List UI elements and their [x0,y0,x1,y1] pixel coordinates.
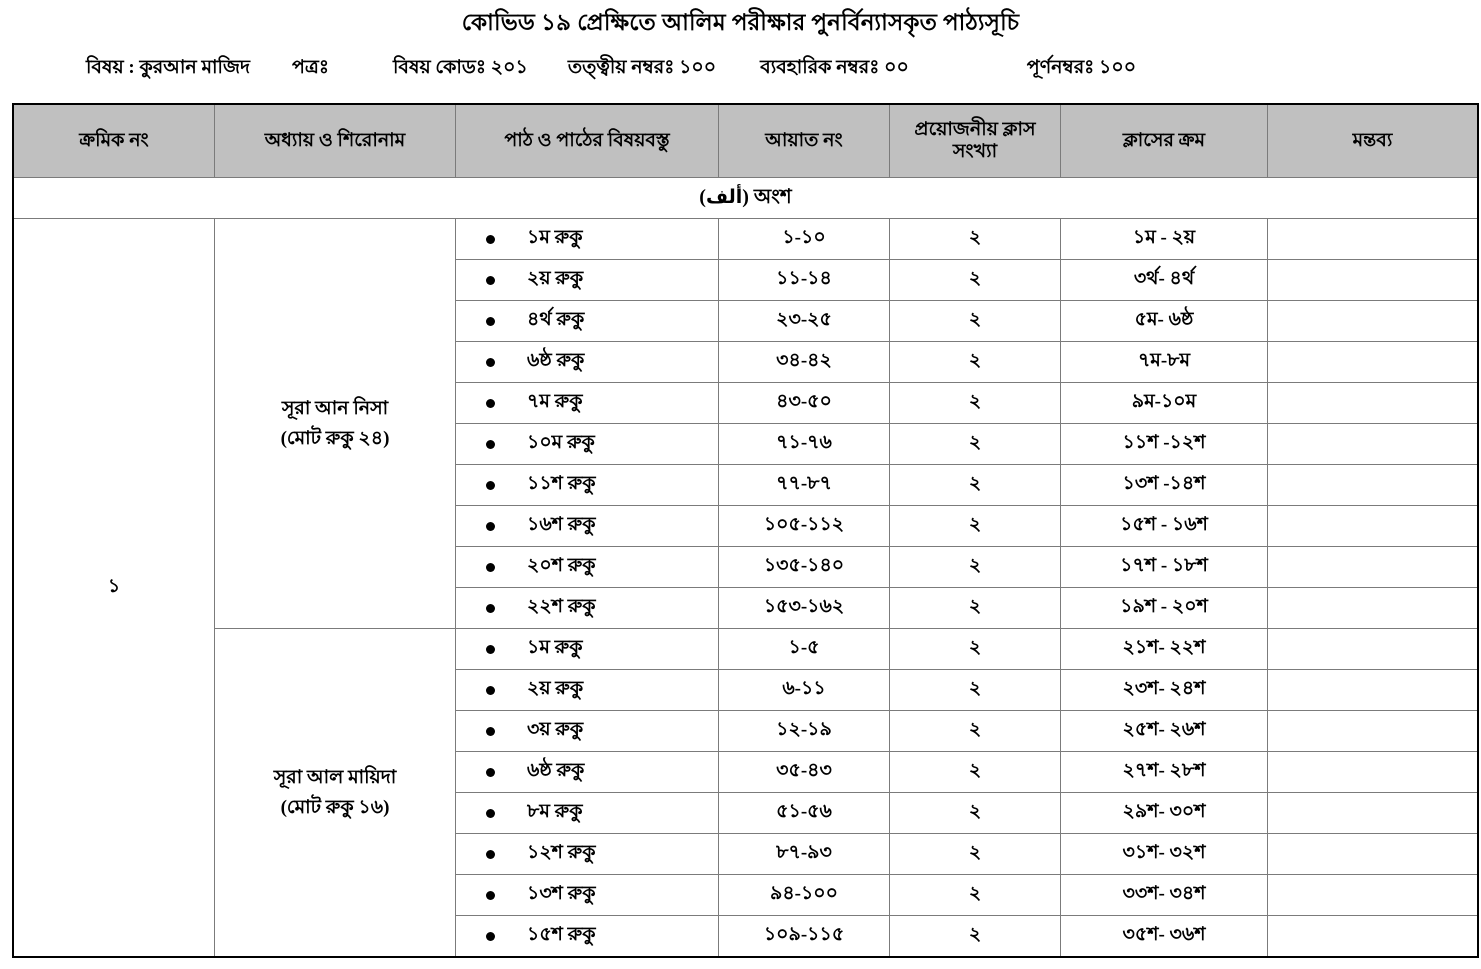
cell-class-count: ২ [890,670,1061,711]
cell-class-order: ১৭শ - ১৮শ [1061,547,1268,588]
document-meta [86,35,1453,85]
cell-class-order: ১১শ -১২শ [1061,424,1268,465]
cell-ayat: ৭১-৭৬ [719,424,890,465]
cell-class-order: ১৫শ - ১৬শ [1061,506,1268,547]
lesson-label: ১ম রুকু [527,227,583,249]
lesson-label: ৭ম রুকু [527,391,583,413]
table-row [13,219,1478,260]
cell-class-count: ২ [890,219,1061,260]
cell-class-order: ১৩শ -১৪শ [1061,465,1268,506]
cell-ayat: ১০৫-১১২ [719,506,890,547]
cell-remark [1268,670,1479,711]
lesson-label: ৮ম রুকু [527,801,583,823]
cell-remark [1268,260,1479,301]
chapter-ruku-total: (মোট রুকু ১৬) [280,796,390,818]
meta-paper: পত্রঃ [291,57,329,79]
cell-ayat: ৪৩-৫০ [719,383,890,424]
cell-class-count: ২ [890,834,1061,875]
meta-subject-code: বিষয় কোডঃ ২০১ [392,57,528,79]
cell-lesson [456,465,719,506]
cell-class-count: ২ [890,916,1061,958]
cell-lesson [456,424,719,465]
cell-lesson [456,342,719,383]
lesson-label: ১০ম রুকু [527,432,595,454]
cell-lesson [456,301,719,342]
lesson-label: ২০শ রুকু [527,555,596,577]
chapter-ruku-total: (মোট রুকু ২৪) [280,427,390,449]
cell-remark [1268,834,1479,875]
meta-total-marks: পূর্ণনম্বরঃ ১০০ [1026,57,1137,79]
chapter-name: সূরা আন নিসা [281,398,389,420]
cell-class-order: ৩র্থ- ৪র্থ [1061,260,1268,301]
bullet-icon [486,645,495,654]
bullet-icon [486,768,495,777]
lesson-label: ২য় রুকু [527,678,584,700]
lesson-label: ১১শ রুকু [527,473,596,495]
cell-remark [1268,219,1479,260]
cell-lesson [456,793,719,834]
bullet-icon [486,235,495,244]
section-arabic-label: ألف [705,185,743,208]
cell-remark [1268,383,1479,424]
lesson-label: ১৬শ রুকু [527,514,596,536]
column-header-lesson: পাঠ ও পাঠের বিষয়বস্তু [456,104,719,178]
cell-ayat: ৯৪-১০০ [719,875,890,916]
cell-ayat: ৬-১১ [719,670,890,711]
lesson-label: ১ম রুকু [527,637,583,659]
cell-class-count: ২ [890,711,1061,752]
cell-class-order: ৭ম-৮ম [1061,342,1268,383]
cell-remark [1268,547,1479,588]
lesson-label: ২য় রুকু [527,268,584,290]
cell-lesson [456,547,719,588]
lesson-label: ৬ষ্ঠ রুকু [527,760,585,782]
cell-lesson [456,629,719,670]
cell-remark [1268,752,1479,793]
cell-lesson [456,260,719,301]
lesson-label: ১৩শ রুকু [527,883,596,905]
column-header-class-order: ক্লাসের ক্রম [1061,104,1268,178]
lesson-label: ৪র্থ রুকু [527,309,585,331]
bullet-icon [486,563,495,572]
section-banner-row [13,178,1478,219]
cell-class-count: ২ [890,547,1061,588]
lesson-label: ১২শ রুকু [527,842,596,864]
cell-class-order: ৯ম-১০ম [1061,383,1268,424]
cell-remark [1268,342,1479,383]
cell-class-count: ২ [890,752,1061,793]
cell-class-order: ৫ম- ৬ষ্ঠ [1061,301,1268,342]
meta-theory-marks: তত্ত্বীয় নম্বরঃ ১০০ [567,57,717,79]
cell-lesson [456,219,719,260]
cell-lesson [456,916,719,958]
cell-lesson [456,506,719,547]
serial-number: ১ [107,575,121,597]
page-title: কোভিড ১৯ প্রেক্ষিতে আলিম পরীক্ষার পুনর্বিন্যাসকৃত পাঠ্যসূচি [461,10,1020,35]
cell-class-order: ৩১শ- ৩২শ [1061,834,1268,875]
cell-chapter [215,629,456,958]
cell-ayat: ১-৫ [719,629,890,670]
cell-lesson [456,752,719,793]
cell-lesson [456,670,719,711]
cell-ayat: ১২-১৯ [719,711,890,752]
cell-class-count: ২ [890,260,1061,301]
cell-lesson [456,834,719,875]
cell-class-count: ২ [890,342,1061,383]
syllabus-table [12,103,1479,958]
cell-ayat: ১-১০ [719,219,890,260]
cell-class-count: ২ [890,629,1061,670]
cell-ayat: ৩৪-৪২ [719,342,890,383]
meta-practical-marks: ব্যবহারিক নম্বরঃ ০০ [760,57,909,79]
bullet-icon [486,891,495,900]
cell-class-count: ২ [890,301,1061,342]
cell-class-count: ২ [890,424,1061,465]
lesson-label: ১৫শ রুকু [527,924,596,946]
bullet-icon [486,932,495,941]
cell-ayat: ৭৭-৮৭ [719,465,890,506]
column-header-class-count: প্রয়োজনীয় ক্লাস সংখ্যা [890,104,1061,178]
cell-remark [1268,424,1479,465]
cell-class-count: ২ [890,506,1061,547]
cell-remark [1268,629,1479,670]
bullet-icon [486,727,495,736]
cell-ayat: ১০৯-১১৫ [719,916,890,958]
cell-class-count: ২ [890,465,1061,506]
cell-class-count: ২ [890,383,1061,424]
cell-remark [1268,711,1479,752]
bullet-icon [486,522,495,531]
table-header [13,104,1478,178]
cell-ayat: ৮৭-৯৩ [719,834,890,875]
cell-class-order: ২১শ- ২২শ [1061,629,1268,670]
lesson-label: ২২শ রুকু [527,596,596,618]
cell-ayat: ১৫৩-১৬২ [719,588,890,629]
cell-lesson [456,383,719,424]
cell-ayat: ২৩-২৫ [719,301,890,342]
bullet-icon [486,809,495,818]
cell-class-count: ২ [890,875,1061,916]
bullet-icon [486,358,495,367]
cell-remark [1268,301,1479,342]
cell-class-count: ২ [890,793,1061,834]
bullet-icon [486,686,495,695]
cell-remark [1268,793,1479,834]
cell-class-order: ২৯শ- ৩০শ [1061,793,1268,834]
bullet-icon [486,399,495,408]
cell-lesson [456,875,719,916]
cell-class-order: ৩৩শ- ৩৪শ [1061,875,1268,916]
cell-ayat: ৩৫-৪৩ [719,752,890,793]
table-row [13,629,1478,670]
cell-lesson [456,588,719,629]
cell-ayat: ১৩৫-১৪০ [719,547,890,588]
column-header-serial: ক্রমিক নং [13,104,215,178]
cell-ayat: ৫১-৫৬ [719,793,890,834]
table-header-row [13,104,1478,178]
lesson-label: ৬ষ্ঠ রুকু [527,350,585,372]
bullet-icon [486,481,495,490]
cell-class-order: ২৫শ- ২৬শ [1061,711,1268,752]
lesson-label: ৩য় রুকু [527,719,584,741]
column-header-remark: মন্তব্য [1268,104,1479,178]
cell-remark [1268,588,1479,629]
bullet-icon [486,440,495,449]
cell-class-order: ২৩শ- ২৪শ [1061,670,1268,711]
cell-serial [13,219,215,958]
meta-subject: বিষয় : কুরআন মাজিদ [86,57,250,79]
cell-lesson [456,711,719,752]
table-body [13,178,1478,958]
cell-class-order: ১৯শ - ২০শ [1061,588,1268,629]
column-header-chapter: অধ্যায় ও শিরোনাম [215,104,456,178]
bullet-icon [486,850,495,859]
cell-class-order: ১ম - ২য় [1061,219,1268,260]
column-header-ayat: আয়াত নং [719,104,890,178]
cell-class-order: ২৭শ- ২৮শ [1061,752,1268,793]
section-banner-label: (ألف) অংশ [13,178,1478,219]
cell-remark [1268,916,1479,958]
cell-class-count: ২ [890,588,1061,629]
bullet-icon [486,276,495,285]
cell-remark [1268,875,1479,916]
cell-class-order: ৩৫শ- ৩৬শ [1061,916,1268,958]
chapter-name: সূরা আল মায়িদা [273,767,397,789]
cell-chapter [215,219,456,629]
cell-remark [1268,506,1479,547]
bullet-icon [486,317,495,326]
cell-remark [1268,465,1479,506]
bullet-icon [486,604,495,613]
cell-ayat: ১১-১৪ [719,260,890,301]
